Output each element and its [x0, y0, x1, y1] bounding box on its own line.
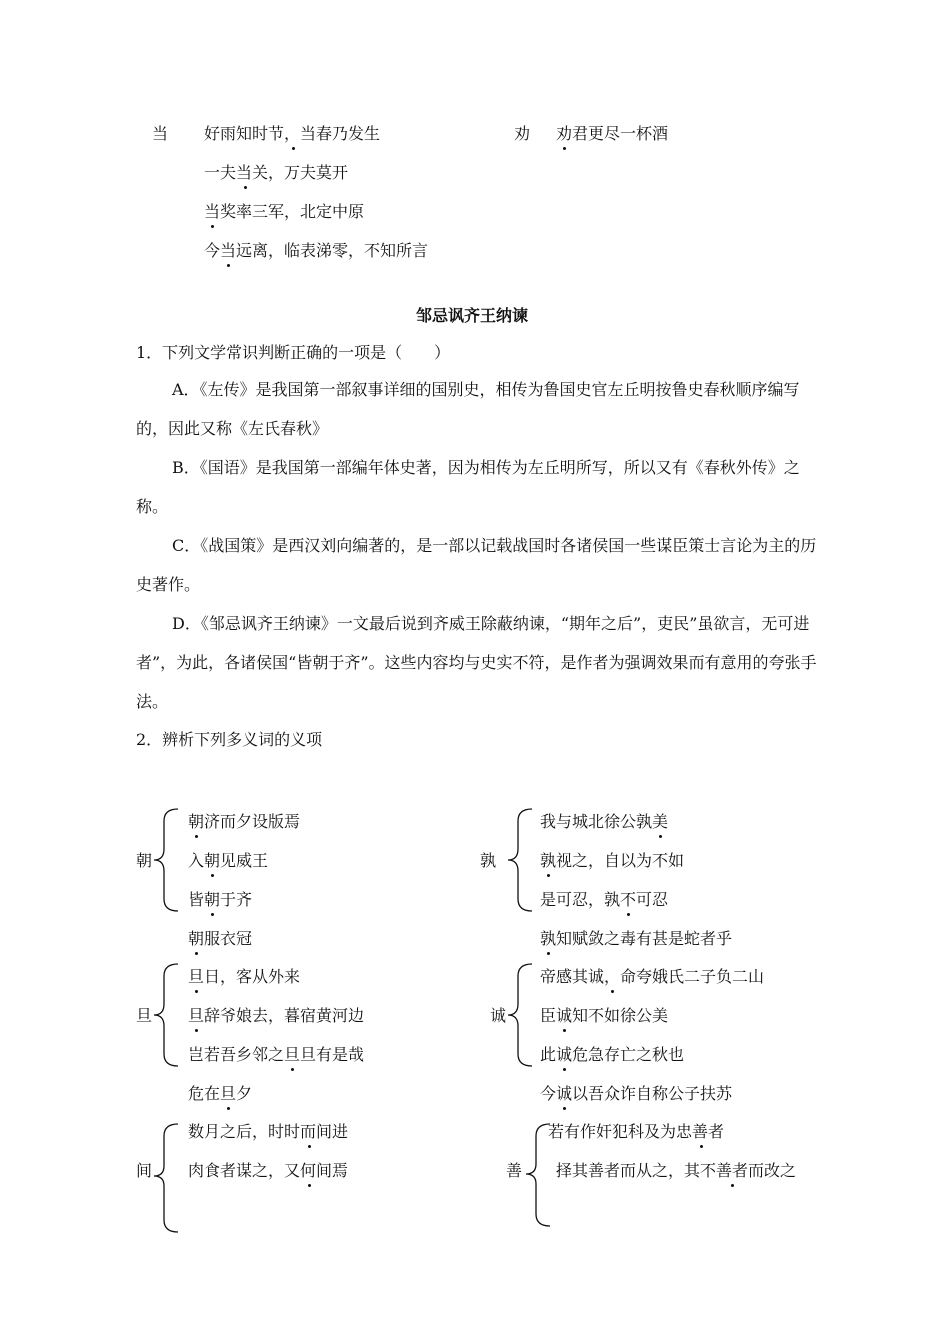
emphasis-dot [195, 835, 198, 838]
emphasis-dot [563, 147, 566, 150]
emphasis-dot [731, 1184, 734, 1187]
head-char-shu: 孰 [480, 851, 497, 870]
emphasis-dot [195, 990, 198, 993]
item-cheng-4: 今诚以吾众诈自称公子扶苏 [540, 1084, 733, 1103]
item-shan-2: 择其善者而从之，其不善者而改之 [556, 1161, 797, 1180]
head-char-quan: 劝 [514, 124, 531, 143]
emphasis-dot [700, 1145, 703, 1148]
head-char-shan: 善 [506, 1161, 523, 1180]
emphasis-dot [547, 952, 550, 955]
brace-chao [152, 805, 182, 915]
emphasis-dot [308, 1145, 311, 1148]
emphasis-dot [659, 835, 662, 838]
head-char-chao: 朝 [136, 851, 153, 870]
emphasis-dot [227, 1107, 230, 1110]
example-dang-3: 当奖率三军，北定中原 [204, 202, 365, 221]
item-cheng-3: 此诚危急存亡之秋也 [540, 1045, 685, 1064]
emphasis-dot [563, 1107, 566, 1110]
item-chao-4: 朝服衣冠 [188, 929, 253, 948]
emphasis-dot [292, 147, 295, 150]
item-chao-1: 朝济而夕设版焉 [188, 812, 301, 831]
item-cheng-1: 帝感其诚，命夸娥氏二子负二山 [540, 967, 765, 986]
head-char-jian: 间 [136, 1161, 153, 1180]
item-dan-2: 旦辞爷娘去，暮宿黄河边 [188, 1006, 365, 1025]
item-dan-3: 岂若吾乡邻之旦旦有是哉 [188, 1045, 365, 1064]
emphasis-dot [308, 1184, 311, 1187]
brace-shu [506, 805, 536, 915]
question-1-option-c: C．《战国策》是西汉刘向编著的，是一部以记载战国时各诸侯国一些谋臣策士言论为主的历史著作。 [136, 536, 817, 594]
item-shan-1: 若有作奸犯科及为忠善者 [548, 1122, 725, 1141]
item-jian-1: 数月之后，时时而间进 [188, 1122, 349, 1141]
example-dang-1: 好雨知时节，当春乃发生 [204, 124, 381, 143]
emphasis-dot [211, 874, 214, 877]
example-dang-2: 一夫当关，万夫莫开 [204, 163, 349, 182]
brace-cheng [506, 960, 536, 1070]
head-char-cheng: 诚 [490, 1006, 507, 1025]
emphasis-dot [547, 874, 550, 877]
item-chao-2: 入朝见威王 [188, 851, 269, 870]
question-1-option-d: D．《邹忌讽齐王纳谏》一文最后说到齐威王除蔽纳谏，“期年之后”，吏民”虽欲言，无可进者”，为此，各诸侯国“皆朝于齐”。这些内容均与史实不符，是作者为强调效果而有意用的夸张手法。 [136, 614, 817, 711]
item-cheng-2: 臣诚知不如徐公美 [540, 1006, 669, 1025]
example-dang-4: 今当远离，临表涕零，不知所言 [204, 241, 429, 260]
article-title: 邹忌讽齐王纳谏 [416, 306, 529, 325]
item-chao-3: 皆朝于齐 [188, 890, 253, 909]
item-jian-2: 肉食者谋之，又何间焉 [188, 1161, 349, 1180]
head-char-dan: 旦 [136, 1006, 153, 1025]
emphasis-dot [611, 990, 614, 993]
item-shu-1: 我与城北徐公孰美 [540, 812, 669, 831]
item-shu-2: 孰视之，自以为不如 [540, 851, 685, 870]
item-shu-3: 是可忍，孰不可忍 [540, 890, 669, 909]
item-dan-4: 危在旦夕 [188, 1084, 253, 1103]
brace-jian [152, 1120, 182, 1236]
emphasis-dot [627, 913, 630, 916]
emphasis-dot [563, 1029, 566, 1032]
example-quan-1: 劝君更尽一杯酒 [556, 124, 669, 143]
emphasis-dot [244, 186, 247, 189]
question-2-stem: 2．辨析下列多义词的义项 [136, 730, 323, 749]
item-dan-1: 旦日，客从外来 [188, 967, 301, 986]
question-1-option-b: B．《国语》是我国第一部编年体史著，因为相传为左丘明所写，所以又有《春秋外传》之称。 [136, 458, 800, 516]
emphasis-dot [291, 1068, 294, 1071]
emphasis-dot [227, 264, 230, 267]
item-shu-4: 孰知赋敛之毒有甚是蛇者乎 [540, 929, 733, 948]
question-1-option-a: A．《左传》是我国第一部叙事详细的国别史，相传为鲁国史官左丘明按鲁史春秋顺序编写的，因此又称《左氏春秋》 [136, 380, 800, 438]
emphasis-dot [195, 952, 198, 955]
emphasis-dot [211, 913, 214, 916]
question-1-stem: 1．下列文学常识判断正确的一项是（ ） [136, 343, 451, 362]
brace-dan [152, 960, 182, 1070]
emphasis-dot [563, 1068, 566, 1071]
head-char-dang: 当 [152, 124, 169, 143]
emphasis-dot [211, 225, 214, 228]
emphasis-dot [195, 1029, 198, 1032]
